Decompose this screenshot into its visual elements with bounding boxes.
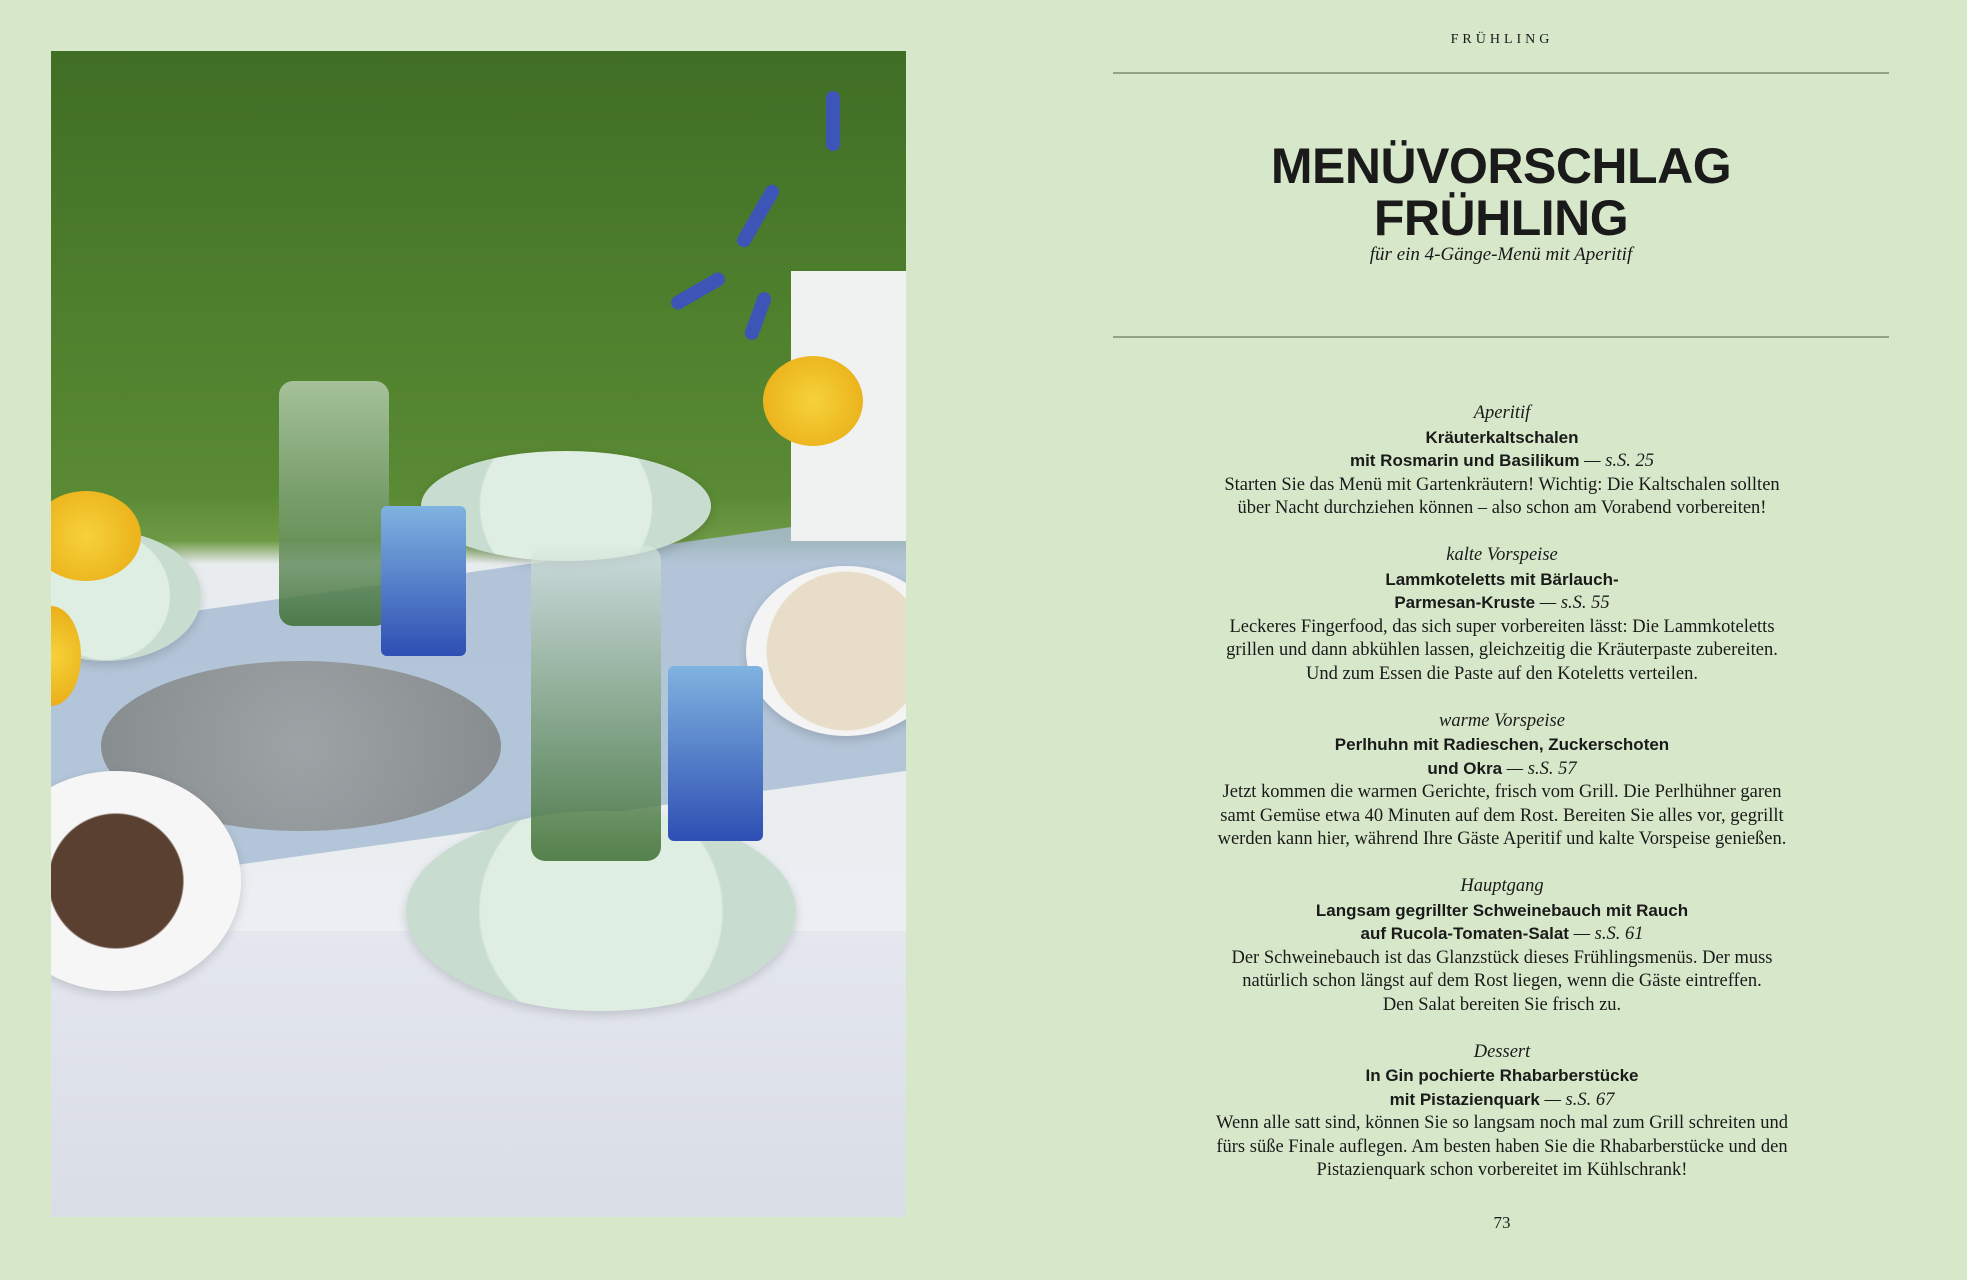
title-line-2: FRÜHLING xyxy=(1373,190,1629,246)
menu-course xyxy=(1172,544,1832,686)
course-description-line: Wenn alle satt sind, können Sie so langsam noch mal zum Grill schreiten und xyxy=(1216,1113,1788,1133)
title-line-1: MENÜVORSCHLAG xyxy=(1270,138,1732,194)
menu-list xyxy=(1172,402,1832,1206)
course-description-line: Jetzt kommen die warmen Gerichte, frisch vom Grill. Die Perlhühner garen xyxy=(1222,782,1782,802)
dish-name: In Gin pochierte Rhabarberstücke xyxy=(1365,1066,1639,1085)
herb-jar xyxy=(531,546,661,861)
course-description-line: Den Salat bereiten Sie frisch zu. xyxy=(1382,994,1622,1015)
muscari-flower xyxy=(669,270,728,312)
course-category: warme Vorspeise xyxy=(1439,710,1565,731)
menu-course xyxy=(1172,875,1832,1017)
dish-name: Langsam gegrillter Schweinebauch mit Rauch xyxy=(1315,900,1689,920)
course-description-line: über Nacht durchziehen können – also schon am Vorabend vorbereiten! xyxy=(1237,498,1767,518)
ranunculus-flower xyxy=(763,356,863,446)
muscari-flower xyxy=(743,290,773,342)
page-subtitle: für ein 4-Gänge-Menü mit Aperitif xyxy=(1369,244,1633,265)
dish-name: Kräuterkaltschalen xyxy=(1425,427,1579,447)
dish-name: Perlhuhn mit Radieschen, Zuckerschoten xyxy=(1334,735,1670,754)
course-description-line: fürs süße Finale auflegen. Am besten haben Sie die Rhabarberstücke und den xyxy=(1216,1136,1788,1157)
page-number: 73 xyxy=(1493,1213,1511,1232)
course-description-line: Leckeres Fingerfood, das sich super vorbereiten lässt: Die Lammkoteletts xyxy=(1229,616,1775,637)
dish-name-line2: auf Rucola-Tomaten-Salat xyxy=(1360,924,1569,943)
page-reference: — s.S. 57 xyxy=(1502,758,1577,779)
running-header: FRÜHLING xyxy=(1450,32,1554,47)
blue-glass xyxy=(668,666,763,841)
course-description-line: Der Schweinebauch ist das Glanzstück dieses Frühlingsmenüs. Der muss xyxy=(1231,947,1773,968)
dish-name-line2: mit Rosmarin und Basilikum xyxy=(1349,451,1580,470)
bottom-divider xyxy=(1113,336,1889,338)
menu-course xyxy=(1172,710,1832,852)
herb-jar xyxy=(279,381,389,626)
course-description-line: Pistazienquark schon vorbereitet im Kühlschrank! xyxy=(1316,1160,1688,1180)
top-divider xyxy=(1113,72,1889,74)
dish-name-cont xyxy=(1172,1088,1832,1113)
blue-glass xyxy=(381,506,466,656)
page-title xyxy=(1113,140,1889,244)
course-category: Hauptgang xyxy=(1460,876,1544,896)
dish-name: Lammkoteletts mit Bärlauch- xyxy=(1385,569,1619,589)
course-description-line: Und zum Essen die Paste auf den Koteletts verteilen. xyxy=(1306,663,1698,684)
dish-name-cont xyxy=(1172,757,1832,782)
muscari-flower xyxy=(826,91,840,151)
table-setting-photo xyxy=(51,51,906,1217)
muscari-flower xyxy=(734,182,781,250)
course-category: kalte Vorspeise xyxy=(1446,545,1558,565)
course-category: Aperitif xyxy=(1473,403,1531,423)
dish-name-cont xyxy=(1172,449,1832,474)
course-description-line: werden kann hier, während Ihre Gäste Aperitif und kalte Vorspeise genießen. xyxy=(1217,829,1787,849)
dish-name-line2: mit Pistazienquark xyxy=(1389,1089,1540,1109)
dish-name-cont xyxy=(1172,591,1832,616)
course-description-line: grillen und dann abkühlen lassen, gleichzeitig die Kräuterpaste zubereiten. xyxy=(1226,640,1778,660)
dish-name-line2: Parmesan-Kruste xyxy=(1394,593,1536,612)
dish-name-line2: und Okra xyxy=(1427,758,1503,778)
course-description-line: natürlich schon längst auf dem Rost liegen, wenn die Gäste eintreffen. xyxy=(1242,971,1762,991)
course-description-line: samt Gemüse etwa 40 Minuten auf dem Rost. Bereiten Sie alles vor, gegrillt xyxy=(1220,805,1784,826)
menu-course xyxy=(1172,402,1832,521)
page-reference: — s.S. 25 xyxy=(1579,451,1655,471)
menu-course xyxy=(1172,1041,1832,1183)
dish-name-cont xyxy=(1172,922,1832,947)
course-category: Dessert xyxy=(1473,1041,1531,1062)
page-reference: — s.S. 55 xyxy=(1535,593,1610,613)
page-reference: — s.S. 61 xyxy=(1568,924,1644,944)
page-reference: — s.S. 67 xyxy=(1539,1089,1615,1110)
course-description-line: Starten Sie das Menü mit Gartenkräutern! Wichtig: Die Kaltschalen sollten xyxy=(1224,474,1780,495)
